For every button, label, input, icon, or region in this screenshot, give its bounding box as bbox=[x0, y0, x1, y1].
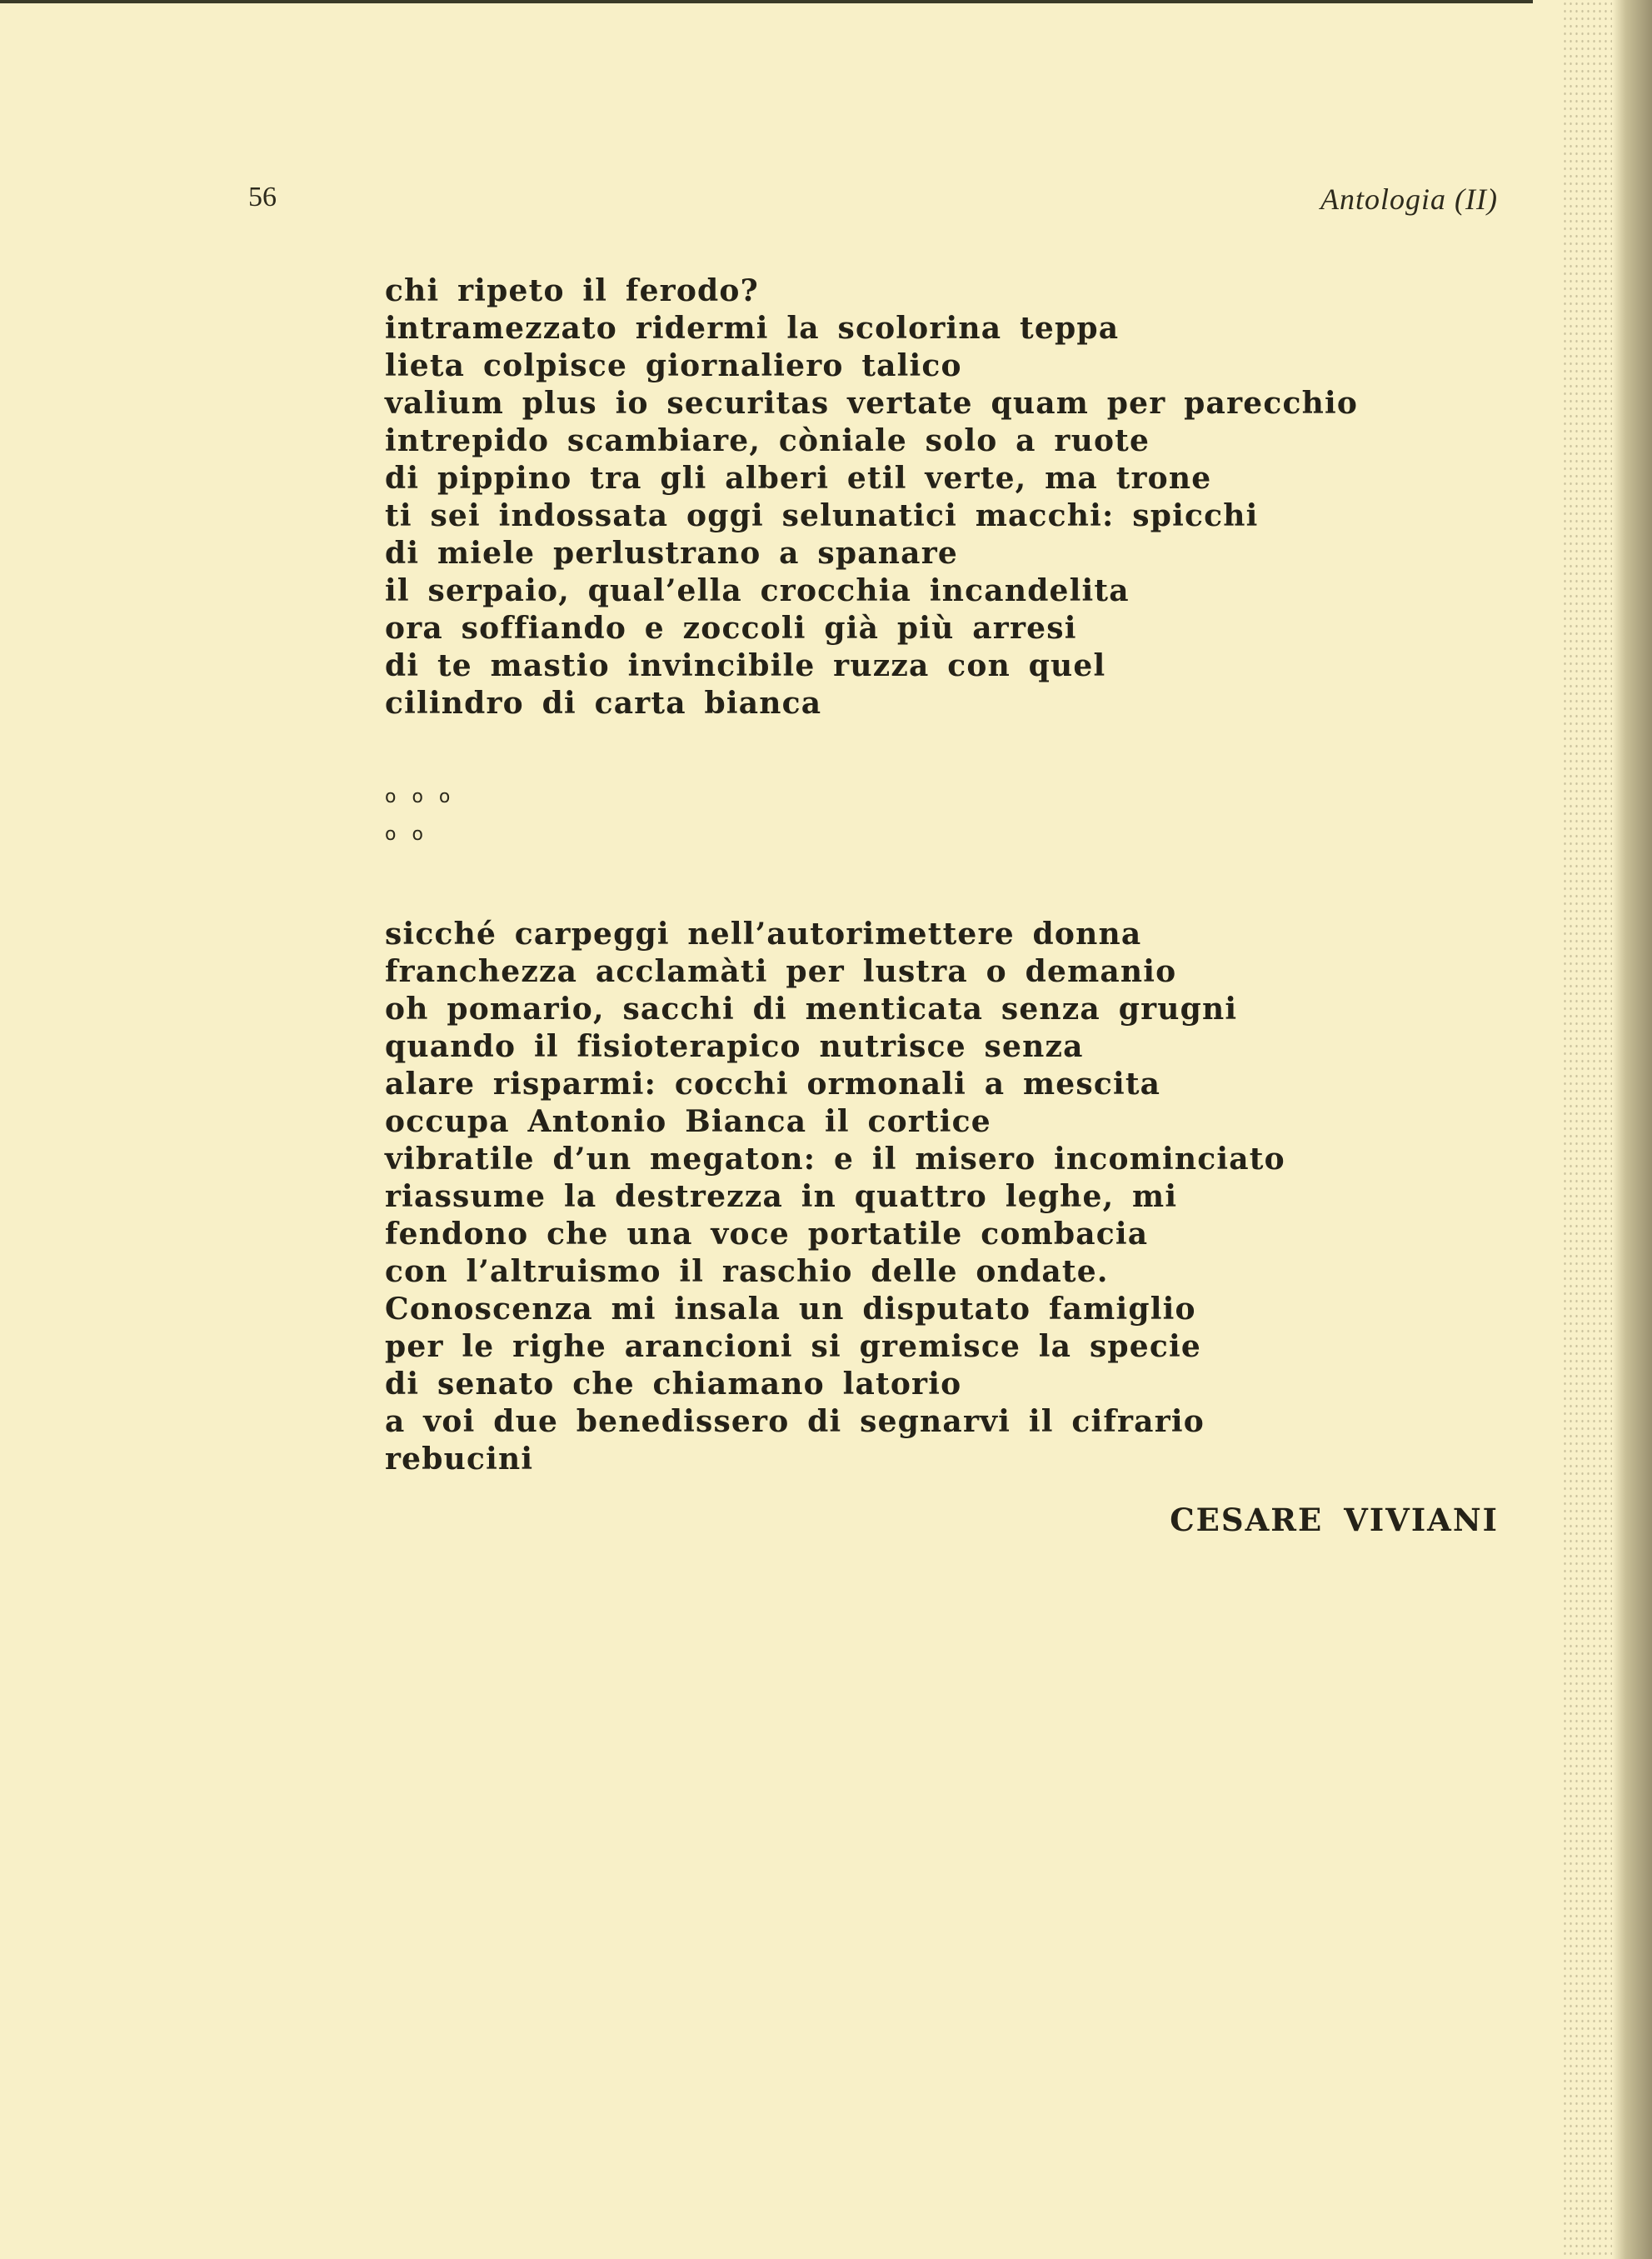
poem-line: Conoscenza mi insala un disputato famiglio bbox=[385, 1292, 1196, 1327]
poem-line: ti sei indossata oggi selunatici macchi: spicchi bbox=[385, 498, 1259, 533]
poem-line: oh pomario, sacchi di menticata senza grugni bbox=[385, 992, 1238, 1027]
poem-line: vibratile d’un megaton: e il misero incominciato bbox=[385, 1142, 1285, 1177]
poem-line: di te mastio invincibile ruzza con quel bbox=[385, 648, 1106, 683]
poem-line: di pippino tra gli alberi etil verte, ma trone bbox=[385, 461, 1212, 496]
poem-line: a voi due benedissero di segnarvi il cifrario bbox=[385, 1404, 1205, 1439]
poem-line: lieta colpisce giornaliero talico bbox=[385, 348, 962, 383]
poem-line: franchezza acclamàti per lustra o demanio bbox=[385, 954, 1177, 989]
poem-line: valium plus io securitas vertate quam per parecchio bbox=[385, 386, 1359, 421]
poem-line: per le righe arancioni si gremisce la specie bbox=[385, 1329, 1201, 1364]
poem-stanza-1 bbox=[385, 272, 1358, 722]
poem-line: fendono che una voce portatile combacia bbox=[385, 1217, 1149, 1252]
poem-line: il serpaio, qual’ella crocchia incandelita bbox=[385, 573, 1130, 608]
poem-line: cilindro di carta bianca bbox=[385, 686, 822, 721]
page-header bbox=[248, 182, 1498, 215]
author-name: CESARE VIVIANI bbox=[1170, 1502, 1499, 1538]
poem-line: rebucini bbox=[385, 1442, 534, 1477]
separator-dots: o o o bbox=[385, 787, 456, 807]
page-number: 56 bbox=[248, 182, 277, 212]
poem-line: con l’altruismo il raschio delle ondate. bbox=[385, 1254, 1109, 1289]
poem-line: di senato che chiamano latorio bbox=[385, 1367, 962, 1402]
poem-line: sicché carpeggi nell’autorimettere donna bbox=[385, 917, 1142, 952]
poem-line: di miele perlustrano a spanare bbox=[385, 536, 958, 571]
top-edge-rule bbox=[0, 0, 1533, 3]
page-edge-shadow bbox=[1612, 0, 1652, 2259]
poem-line: ora soffiando e zoccoli già più arresi bbox=[385, 611, 1077, 646]
separator-dots: o o bbox=[385, 824, 428, 845]
poem-line: chi ripeto il ferodo? bbox=[385, 273, 759, 308]
poem-line: riassume la destrezza in quattro leghe, mi bbox=[385, 1179, 1178, 1214]
poem-line: intramezzato ridermi la scolorina teppa bbox=[385, 311, 1120, 346]
poem-line: intrepido scambiare, còniale solo a ruote bbox=[385, 423, 1150, 458]
poem-line: alare risparmi: cocchi ormonali a mescita bbox=[385, 1067, 1161, 1102]
stanza-separator bbox=[385, 778, 455, 853]
running-title: Antologia (II) bbox=[1320, 182, 1498, 216]
poem-line: occupa Antonio Bianca il cortice bbox=[385, 1104, 991, 1139]
page-edge-texture bbox=[1562, 0, 1612, 2259]
poem-line: quando il fisioterapico nutrisce senza bbox=[385, 1029, 1084, 1064]
poem-stanza-2 bbox=[385, 916, 1285, 1478]
